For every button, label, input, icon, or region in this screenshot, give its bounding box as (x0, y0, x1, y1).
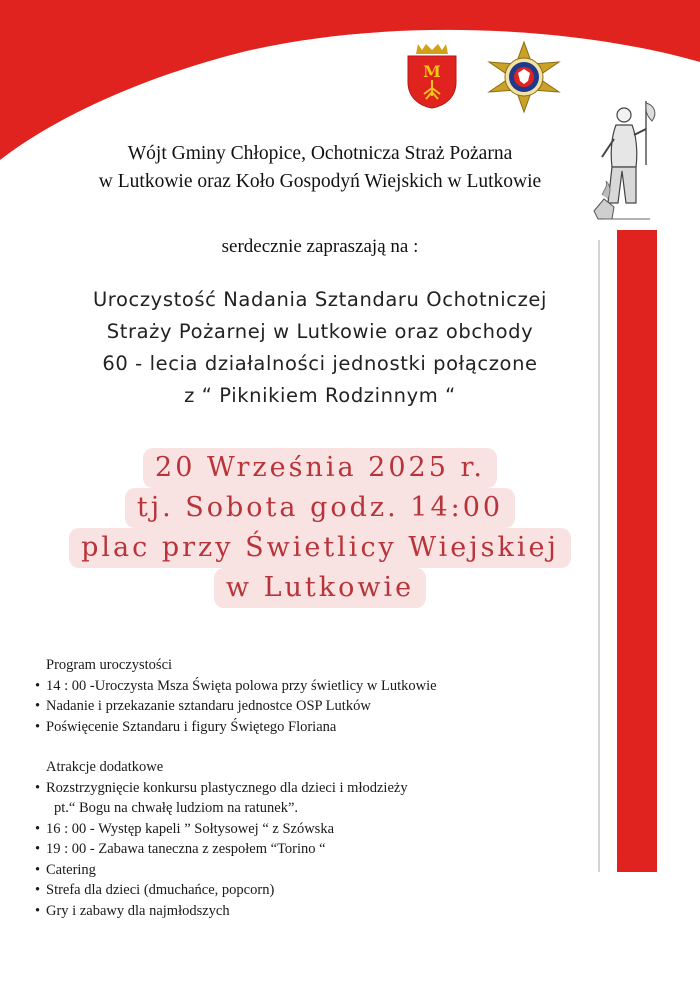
title-line-3: 60 - lecia działalności jednostki połączone (102, 352, 538, 375)
contest-line-2: pt.“ Bogu na chwałę ludziom na ratunek”. (54, 800, 299, 816)
coat-of-arms-icon (404, 42, 460, 110)
osp-badge-icon (487, 40, 561, 114)
right-red-stripe (617, 230, 657, 872)
title-line-2: Straży Pożarnej w Lutkowie oraz obchody (106, 320, 534, 343)
invite-text: serdecznie zapraszają na : (221, 236, 419, 257)
contest-line-1: Rozstrzygnięcie konkursu plastycznego dla dzieci i młodzieży (46, 779, 408, 796)
program-heading: Program uroczystości (46, 657, 173, 673)
list-item: • Strefa dla dzieci (dmuchańce, popcorn) (36, 880, 586, 901)
header-line-2: w Lutkowie oraz Koło Gospodyń Wiejskich w Lutkowie (98, 171, 542, 192)
event-time: tj. Sobota godz. 14:00 (125, 488, 515, 528)
list-item: • Nadanie i przekazanie sztandaru jednostce OSP Lutków (36, 696, 586, 717)
organizers-header (40, 140, 600, 196)
attractions-list (46, 778, 586, 922)
list-item: • 16 : 00 - Występ kapeli ” Sołtysowej “ z Szówska (36, 819, 586, 840)
event-title (30, 284, 610, 412)
list-item: • Poświęcenie Sztandaru i figury Świętego Floriana (36, 717, 586, 738)
title-line-1: Uroczystość Nadania Sztandaru Ochotniczej (92, 288, 548, 311)
header-line-1: Wójt Gminy Chłopice, Ochotnicza Straż Pożarna (127, 143, 513, 164)
list-item: • 19 : 00 - Zabawa taneczna z zespołem “Torino “ (36, 839, 586, 860)
list-item: • 14 : 00 -Uroczysta Msza Święta polowa przy świetlicy w Lutkowie (36, 676, 586, 697)
attractions-heading: Atrakcje dodatkowe (46, 759, 164, 775)
event-place: plac przy Świetlicy Wiejskiej (69, 528, 571, 568)
saint-florian-figure-icon (590, 95, 664, 235)
program-section (46, 655, 586, 921)
program-list (46, 676, 586, 738)
list-item: • Gry i zabawy dla najmłodszych (36, 901, 586, 922)
event-date: 20 Września 2025 r. (143, 448, 497, 488)
event-town: w Lutkowie (214, 568, 426, 608)
title-line-4: z “ Piknikiem Rodzinnym “ (184, 384, 456, 407)
event-date-block (20, 448, 620, 608)
list-item (36, 778, 586, 819)
list-item: • Catering (36, 860, 586, 881)
svg-text:M: M (423, 62, 441, 81)
